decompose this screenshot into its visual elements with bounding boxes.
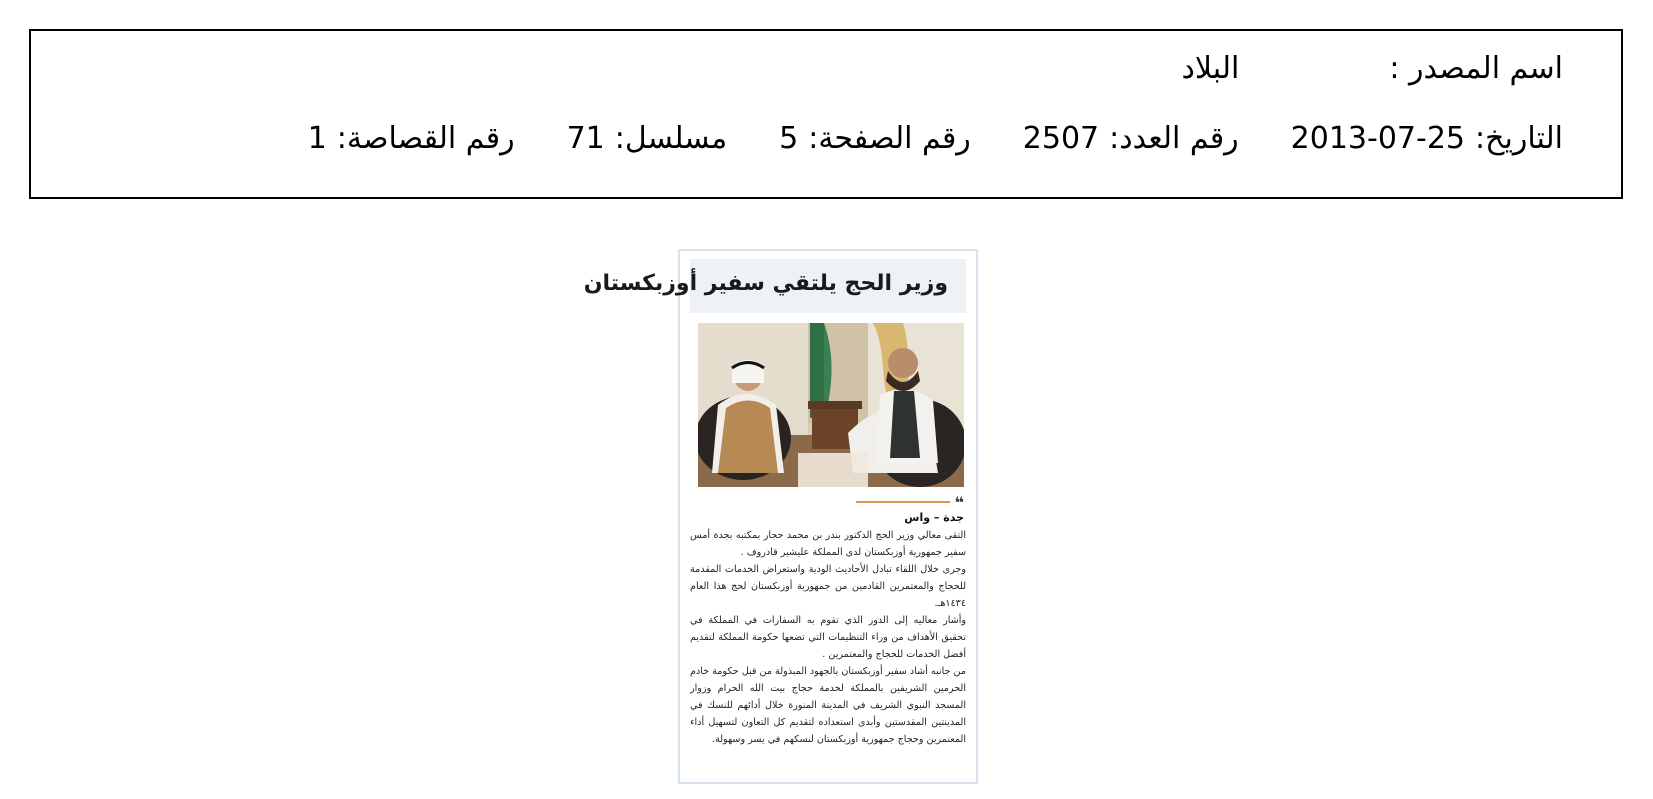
accent-divider xyxy=(856,501,950,503)
serial-field xyxy=(567,121,728,156)
clip-field xyxy=(308,121,515,156)
article-paragraph: من جانبه أشاد سفير أوزبكستان بالجهود المبذولة من قبل حكومة خادم الحرمين الشريفين بالمملكة لخدمة حجاج بيت الله الحرام وزوار المسجد النبوي الشريف في المدينة المنورة خلال أدائهم للنسك في المدينتين المقدستين وأبدى استعداده لتقديم كل التعاون لتسهيل أداء المعتمرين وحجاج جمهورية أوزبكستان لنسكهم في يسر وسهولة. xyxy=(690,666,966,745)
source-label: اسم المصدر : xyxy=(1389,51,1563,86)
source-value: البلاد xyxy=(1181,51,1240,86)
source-row xyxy=(1182,51,1563,86)
article-paragraph: التقى معالي وزير الحج الدكتور بندر بن محمد حجار بمكتبه بجدة أمس سفير جمهورية أوزبكستان لدى المملكة عليشير قادروف . xyxy=(690,530,966,558)
page-field xyxy=(779,121,971,156)
serial-value: 71 xyxy=(566,121,605,156)
newspaper-clipping xyxy=(583,249,978,784)
quote-icon: ❝ xyxy=(954,493,964,512)
headline-band xyxy=(583,259,966,313)
article-paragraph: وجرى خلال اللقاء تبادل الأحاديث الودية واستعراض الخدمات المقدمة للحجاج والمعتمرين القادمين من جمهورية أوزبكستان لحج هذا العام ١٤٣٤هـ. xyxy=(690,564,966,609)
article-photo xyxy=(698,323,964,487)
date-label: التاريخ: xyxy=(1475,121,1563,156)
issue-label: رقم العدد: xyxy=(1109,121,1239,156)
date-value: 2013-07-25 xyxy=(1290,121,1466,156)
issue-field xyxy=(1023,121,1239,156)
article-headline: وزير الحج يلتقي سفير أوزبكستان xyxy=(583,271,948,296)
page-label: رقم الصفحة: xyxy=(808,121,971,156)
clipping-metadata-box xyxy=(29,29,1623,199)
date-field xyxy=(1291,121,1563,156)
details-row xyxy=(308,121,1563,156)
page-value: 5 xyxy=(779,121,799,156)
article-body xyxy=(690,527,966,748)
article-dateline: جدة – واس xyxy=(904,511,964,524)
article-paragraph: وأشار معاليه إلى الدور الذي تقوم به السفارات في المملكة في تحقيق الأهداف من وراء التنظيمات التي تضعها حكومة المملكة لتقديم أفضل الخدمات للحجاج والمعتمرين . xyxy=(690,615,966,660)
issue-value: 2507 xyxy=(1022,121,1100,156)
clip-label: رقم القصاصة: xyxy=(336,121,515,156)
serial-label: مسلسل: xyxy=(614,121,728,156)
clip-value: 1 xyxy=(307,121,327,156)
